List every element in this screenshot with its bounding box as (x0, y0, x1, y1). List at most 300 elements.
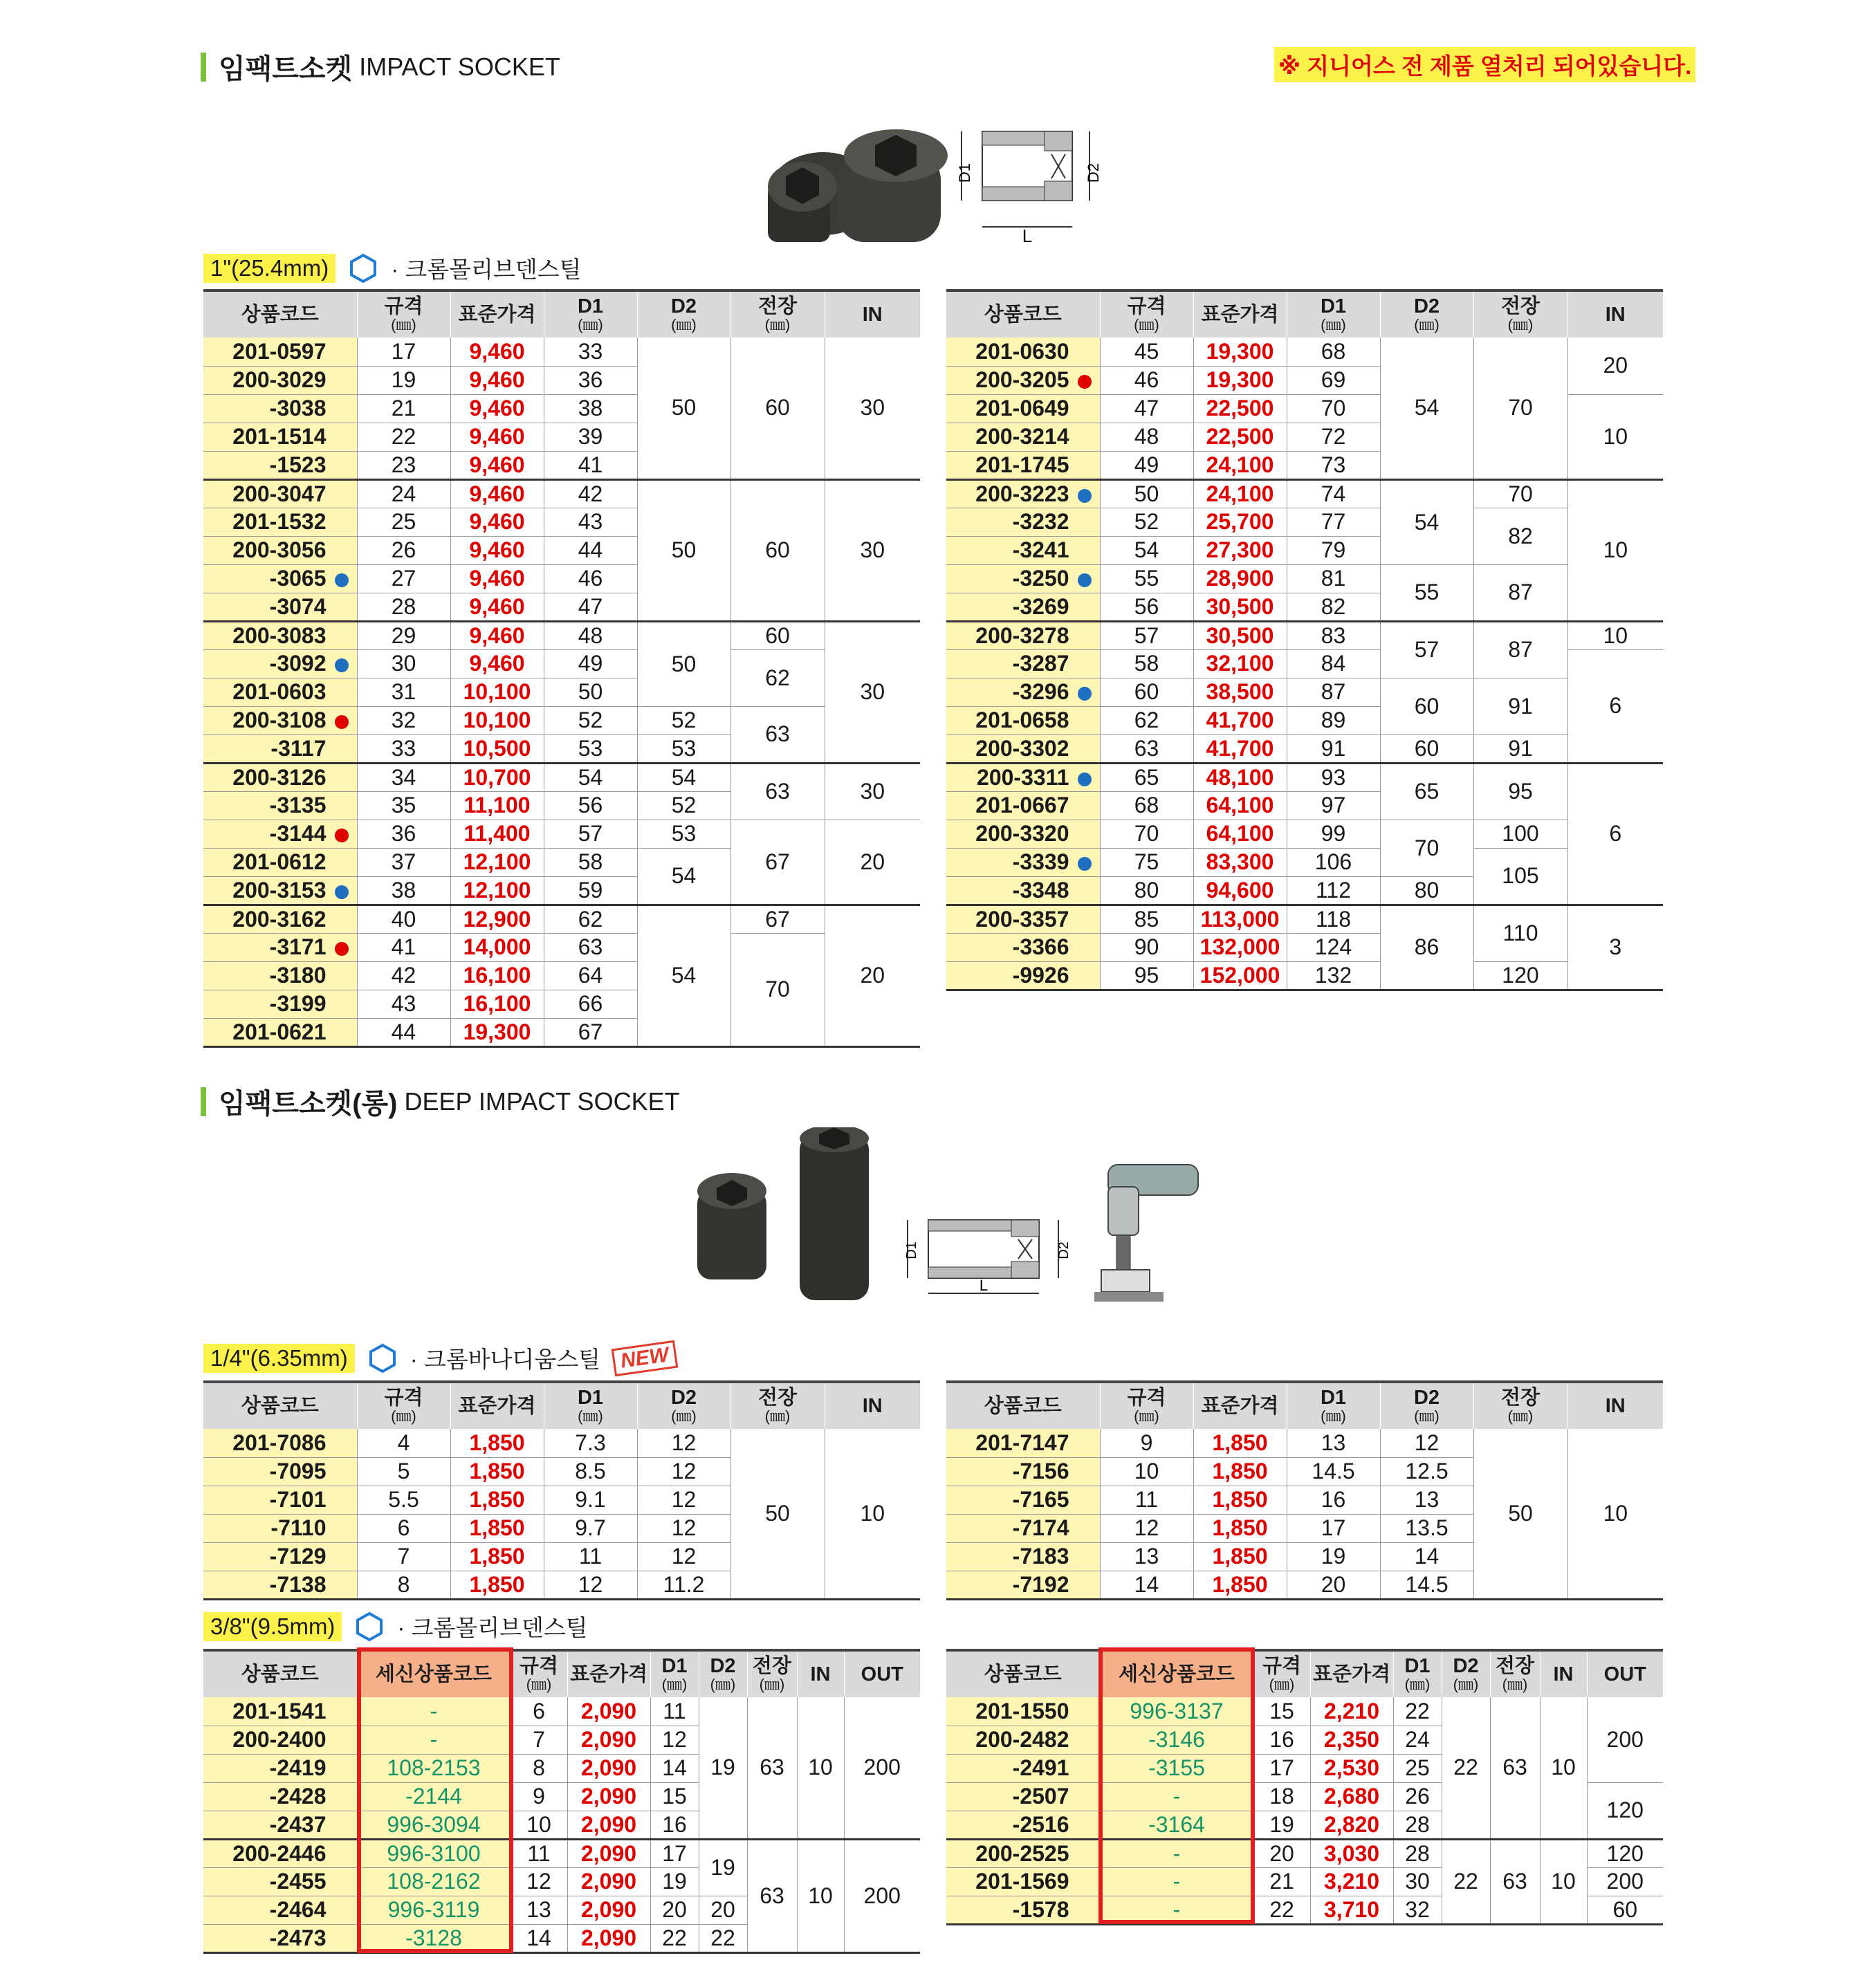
table-row (946, 621, 1663, 649)
cell-spec: 26 (357, 536, 450, 564)
cell-len: 91 (1473, 734, 1567, 763)
cell-spec: 9 (511, 1782, 567, 1811)
cell-price: 2,210 (1310, 1697, 1393, 1726)
cell-price: 12,100 (450, 876, 544, 905)
cell-sc: -3128 (357, 1924, 511, 1952)
cell-code: 201-1550 (946, 1697, 1100, 1726)
cell-code: -3250 (946, 564, 1100, 593)
cell-d2: 50 (637, 621, 730, 706)
cell-price: 16,100 (450, 961, 544, 990)
table-row (203, 706, 920, 734)
cell-d2: 80 (1380, 876, 1473, 905)
cell-price: 9,460 (450, 394, 544, 423)
cell-in: 30 (825, 479, 920, 621)
cell-d1: 93 (1287, 763, 1380, 791)
cell-d1: 66 (544, 990, 637, 1018)
cell-d1: 82 (1287, 593, 1380, 621)
cell-d1: 22 (650, 1924, 699, 1952)
header-in: IN (1567, 1382, 1663, 1429)
cell-len: 63 (747, 1839, 797, 1952)
title-ko: 임팩트소켓(롱) (219, 1089, 398, 1119)
table-row (203, 479, 920, 508)
cell-d2: 65 (1380, 763, 1473, 820)
header-d2: D2 (㎜) (637, 290, 730, 338)
cell-spec: 50 (1100, 479, 1193, 508)
cell-spec: 36 (357, 820, 450, 848)
cell-code: 201-1569 (946, 1867, 1100, 1896)
cell-out: 200 (844, 1839, 920, 1952)
impact-socket-table-left (203, 289, 920, 1048)
cell-price: 30,500 (1193, 621, 1287, 649)
cell-spec: 7 (357, 1542, 450, 1571)
cell-code: 201-0630 (946, 338, 1100, 366)
cell-len: 63 (730, 763, 825, 820)
header-d1: D1 (㎜) (1287, 290, 1380, 338)
cell-d1: 41 (544, 451, 637, 479)
cell-sc: -3155 (1100, 1754, 1253, 1782)
cell-code: -7174 (946, 1514, 1100, 1542)
cell-in: 10 (1540, 1697, 1587, 1839)
cell-code: 201-1514 (203, 423, 357, 451)
cell-spec: 17 (357, 338, 450, 366)
cell-code: -2419 (203, 1754, 357, 1782)
cell-d1: 22 (1393, 1697, 1442, 1726)
cell-price: 94,600 (1193, 876, 1287, 905)
header-len: 전장 (㎜) (747, 1650, 797, 1697)
cell-sc: - (1100, 1782, 1253, 1811)
cell-code: -7165 (946, 1486, 1100, 1514)
header-len: 전장 (㎜) (730, 290, 825, 338)
cell-price: 11,100 (450, 791, 544, 820)
cell-spec: 10 (511, 1811, 567, 1839)
table-row (946, 905, 1663, 933)
cell-code: 201-1541 (203, 1697, 357, 1726)
blue-dot-icon (1078, 489, 1092, 503)
cell-d2: 13.5 (1380, 1514, 1473, 1542)
blue-dot-icon (1078, 573, 1092, 587)
cell-price: 30,500 (1193, 593, 1287, 621)
cell-price: 113,000 (1193, 905, 1287, 933)
cell-price: 1,850 (1193, 1486, 1287, 1514)
cell-d1: 106 (1287, 848, 1380, 876)
cell-in: 10 (797, 1697, 844, 1839)
cell-code: -3232 (946, 508, 1100, 536)
cell-d1: 17 (1287, 1514, 1380, 1542)
table-row (946, 564, 1663, 593)
cell-code: 200-3108 (203, 706, 357, 734)
cell-code: 200-2400 (203, 1726, 357, 1754)
cell-d1: 42 (544, 479, 637, 508)
cell-code: -3269 (946, 593, 1100, 621)
cell-code: -2507 (946, 1782, 1100, 1811)
cell-len: 60 (730, 479, 825, 621)
cell-in: 30 (825, 763, 920, 820)
cell-code: -2491 (946, 1754, 1100, 1782)
cell-price: 1,850 (1193, 1457, 1287, 1486)
cell-d2: 57 (1380, 621, 1473, 678)
cell-d2: 22 (1442, 1839, 1490, 1924)
cell-d2: 22 (1442, 1697, 1490, 1839)
cell-in: 6 (1567, 763, 1663, 905)
table-row (946, 1697, 1663, 1726)
cell-price: 1,850 (450, 1514, 544, 1542)
cell-d1: 132 (1287, 961, 1380, 990)
cell-code: -7129 (203, 1542, 357, 1571)
header-len: 전장 (㎜) (730, 1382, 825, 1429)
cell-price: 10,500 (450, 734, 544, 763)
cell-code: 200-3302 (946, 734, 1100, 763)
cell-d1: 77 (1287, 508, 1380, 536)
cell-sc: - (1100, 1896, 1253, 1924)
cell-price: 10,100 (450, 678, 544, 706)
material-label: · 크롬몰리브덴스틸 (397, 1615, 588, 1640)
cell-d2: 12 (637, 1457, 730, 1486)
blue-dot-icon (1078, 687, 1092, 701)
cell-d2: 12 (637, 1486, 730, 1514)
cell-spec: 11 (1100, 1486, 1193, 1514)
header-d1: D1 (㎜) (1393, 1650, 1442, 1697)
cell-d2: 12 (637, 1429, 730, 1457)
cell-d1: 87 (1287, 678, 1380, 706)
cell-d2: 52 (637, 706, 730, 734)
cell-len: 67 (730, 820, 825, 905)
header-len: 전장 (㎜) (1473, 290, 1567, 338)
cell-d1: 91 (1287, 734, 1380, 763)
new-badge: NEW (611, 1340, 679, 1376)
cell-d1: 9.1 (544, 1486, 637, 1514)
cell-code: -3092 (203, 649, 357, 678)
cell-d2: 50 (637, 479, 730, 621)
cell-price: 9,460 (450, 423, 544, 451)
cell-code: -2455 (203, 1867, 357, 1896)
cell-code: 201-0667 (946, 791, 1100, 820)
cell-sc: -3146 (1100, 1726, 1253, 1754)
cell-spec: 13 (511, 1896, 567, 1924)
header-price: 표준가격 (1310, 1650, 1393, 1697)
cell-d2: 12.5 (1380, 1457, 1473, 1486)
cell-d1: 7.3 (544, 1429, 637, 1457)
table-row (946, 848, 1663, 876)
cell-d1: 33 (544, 338, 637, 366)
cell-price: 11,400 (450, 820, 544, 848)
cell-spec: 90 (1100, 933, 1193, 961)
size-row-quarter (203, 1342, 677, 1374)
table-row (946, 1429, 1663, 1457)
cell-price: 12,100 (450, 848, 544, 876)
cell-d2: 11.2 (637, 1571, 730, 1599)
cell-code: -7192 (946, 1571, 1100, 1599)
cell-d1: 84 (1287, 649, 1380, 678)
cell-spec: 10 (1100, 1457, 1193, 1486)
cell-spec: 20 (1253, 1839, 1310, 1867)
cell-len: 110 (1473, 905, 1567, 961)
cell-price: 2,090 (567, 1697, 650, 1726)
cell-len: 120 (1473, 961, 1567, 990)
cell-d2: 52 (637, 791, 730, 820)
hexagon-icon (348, 253, 378, 284)
cell-code: 201-7086 (203, 1429, 357, 1457)
cell-d1: 36 (544, 366, 637, 394)
cell-spec: 24 (357, 479, 450, 508)
cell-code: -3296 (946, 678, 1100, 706)
cell-code: -3199 (203, 990, 357, 1018)
cell-code: 200-2482 (946, 1726, 1100, 1754)
deep-socket-quarter-table-left (203, 1380, 920, 1600)
cell-code: 200-3153 (203, 876, 357, 905)
blue-dot-icon (335, 885, 349, 899)
cell-code: 200-3126 (203, 763, 357, 791)
cell-d2: 54 (637, 905, 730, 1046)
cell-price: 41,700 (1193, 734, 1287, 763)
cell-len: 50 (1473, 1429, 1567, 1599)
material-label: · 크롬몰리브덴스틸 (391, 257, 582, 282)
cell-spec: 54 (1100, 536, 1193, 564)
table-row (203, 933, 920, 961)
table-row (203, 763, 920, 791)
cell-price: 10,700 (450, 763, 544, 791)
cell-code: -3171 (203, 933, 357, 961)
cell-sc: 996-3100 (357, 1839, 511, 1867)
header-price: 표준가격 (450, 290, 544, 338)
cell-d1: 62 (544, 905, 637, 933)
cell-code: 200-3056 (203, 536, 357, 564)
cell-d1: 54 (544, 763, 637, 791)
cell-d1: 118 (1287, 905, 1380, 933)
cell-spec: 15 (1253, 1697, 1310, 1726)
cell-price: 2,090 (567, 1754, 650, 1782)
cell-price: 9,460 (450, 338, 544, 366)
cell-d2: 86 (1380, 905, 1473, 990)
cell-d1: 64 (544, 961, 637, 990)
cell-price: 83,300 (1193, 848, 1287, 876)
header-in: IN (1540, 1650, 1587, 1697)
cell-price: 22,500 (1193, 423, 1287, 451)
header-code: 상품코드 (946, 1382, 1100, 1429)
header-price: 표준가격 (450, 1382, 544, 1429)
cell-price: 1,850 (450, 1542, 544, 1571)
cell-len: 60 (730, 621, 825, 649)
cell-spec: 5.5 (357, 1486, 450, 1514)
cell-code: -7156 (946, 1457, 1100, 1486)
cell-spec: 32 (357, 706, 450, 734)
cell-d1: 9.7 (544, 1514, 637, 1542)
cell-price: 25,700 (1193, 508, 1287, 536)
cell-code: 200-3278 (946, 621, 1100, 649)
cell-code: -1523 (203, 451, 357, 479)
cell-len: 82 (1473, 508, 1567, 564)
cell-spec: 35 (357, 791, 450, 820)
table-row (203, 820, 920, 848)
cell-code: -7138 (203, 1571, 357, 1599)
cell-len: 70 (1473, 479, 1567, 508)
cell-out: 200 (844, 1697, 920, 1839)
cell-out: 60 (1587, 1896, 1663, 1924)
cell-in: 20 (825, 905, 920, 1046)
cell-len: 91 (1473, 678, 1567, 734)
socket-dimension-diagram (948, 123, 1121, 244)
cell-spec: 60 (1100, 678, 1193, 706)
material-label: · 크롬바나디움스틸 (410, 1347, 600, 1372)
cell-code: 201-0612 (203, 848, 357, 876)
cell-d1: 46 (544, 564, 637, 593)
cell-spec: 9 (1100, 1429, 1193, 1457)
cell-spec: 40 (357, 905, 450, 933)
impact-wrench-illustration (1087, 1159, 1205, 1311)
cell-price: 1,850 (1193, 1429, 1287, 1457)
cell-d1: 39 (544, 423, 637, 451)
diagram-d2-label: D2 (1056, 1241, 1072, 1259)
header-in: IN (1567, 290, 1663, 338)
cell-price: 3,710 (1310, 1896, 1393, 1924)
cell-d2: 60 (1380, 678, 1473, 734)
cell-spec: 13 (1100, 1542, 1193, 1571)
cell-spec: 14 (511, 1924, 567, 1952)
cell-d2: 12 (637, 1514, 730, 1542)
cell-sc: 996-3094 (357, 1811, 511, 1839)
cell-code: -3348 (946, 876, 1100, 905)
cell-code: -2428 (203, 1782, 357, 1811)
cell-d1: 20 (650, 1896, 699, 1924)
cell-spec: 19 (1253, 1811, 1310, 1839)
cell-spec: 5 (357, 1457, 450, 1486)
cell-len: 63 (1490, 1697, 1540, 1839)
cell-code: -3135 (203, 791, 357, 820)
cell-code: -3339 (946, 848, 1100, 876)
cell-spec: 41 (357, 933, 450, 961)
cell-d1: 124 (1287, 933, 1380, 961)
header-spec: 규격 (㎜) (1100, 290, 1193, 338)
header-price: 표준가격 (1193, 290, 1287, 338)
cell-d2: 14.5 (1380, 1571, 1473, 1599)
blue-dot-icon (335, 658, 349, 672)
table-row (946, 734, 1663, 763)
header-spec: 규격 (㎜) (1253, 1650, 1310, 1697)
cell-d1: 81 (1287, 564, 1380, 593)
cell-code: -7110 (203, 1514, 357, 1542)
cell-d1: 11 (544, 1542, 637, 1571)
cell-spec: 8 (357, 1571, 450, 1599)
cell-spec: 47 (1100, 394, 1193, 423)
cell-in: 10 (797, 1839, 844, 1952)
cell-spec: 55 (1100, 564, 1193, 593)
cell-price: 32,100 (1193, 649, 1287, 678)
cell-d1: 53 (544, 734, 637, 763)
cell-out: 200 (1587, 1867, 1663, 1896)
cell-spec: 45 (1100, 338, 1193, 366)
size-row-three-eighths (203, 1610, 588, 1643)
header-price: 표준가격 (567, 1650, 650, 1697)
cell-price: 2,090 (567, 1924, 650, 1952)
cell-code: 200-3214 (946, 423, 1100, 451)
cell-price: 3,210 (1310, 1867, 1393, 1896)
table-row (946, 1839, 1663, 1867)
cell-spec: 95 (1100, 961, 1193, 990)
cell-d1: 97 (1287, 791, 1380, 820)
cell-price: 9,460 (450, 621, 544, 649)
cell-d1: 28 (1393, 1811, 1442, 1839)
cell-d1: 13 (1287, 1429, 1380, 1457)
cell-code: 201-0603 (203, 678, 357, 706)
cell-price: 19,300 (1193, 338, 1287, 366)
cell-spec: 52 (1100, 508, 1193, 536)
cell-code: -3065 (203, 564, 357, 593)
size-label: 1"(25.4mm) (203, 254, 335, 283)
cell-in: 10 (1567, 479, 1663, 621)
header-d1: D1 (㎜) (1287, 1382, 1380, 1429)
cell-d2: 13 (1380, 1486, 1473, 1514)
cell-d1: 99 (1287, 820, 1380, 848)
cell-in: 10 (825, 1429, 920, 1599)
cell-d1: 44 (544, 536, 637, 564)
cell-spec: 48 (1100, 423, 1193, 451)
blue-dot-icon (335, 573, 349, 587)
cell-price: 2,090 (567, 1811, 650, 1839)
diagram-d1-label: D1 (956, 163, 973, 183)
cell-d1: 12 (650, 1726, 699, 1754)
header-d2: D2 (㎜) (1380, 1382, 1473, 1429)
cell-price: 19,300 (1193, 366, 1287, 394)
cell-spec: 31 (357, 678, 450, 706)
cell-len: 62 (730, 649, 825, 706)
header-d1: D1 (㎜) (650, 1650, 699, 1697)
cell-out: 200 (1587, 1697, 1663, 1782)
cell-d1: 20 (1287, 1571, 1380, 1599)
cell-spec: 62 (1100, 706, 1193, 734)
cell-d1: 32 (1393, 1896, 1442, 1924)
cell-in: 10 (1567, 394, 1663, 479)
cell-code: 201-0658 (946, 706, 1100, 734)
cell-spec: 8 (511, 1754, 567, 1782)
cell-d2: 20 (699, 1896, 747, 1924)
cell-d1: 70 (1287, 394, 1380, 423)
cell-sc: - (1100, 1867, 1253, 1896)
cell-sc: -3164 (1100, 1811, 1253, 1839)
cell-code: -2437 (203, 1811, 357, 1839)
cell-spec: 56 (1100, 593, 1193, 621)
cell-spec: 23 (357, 451, 450, 479)
deep-socket-38-table-left (203, 1649, 920, 1954)
cell-code: 200-2446 (203, 1839, 357, 1867)
cell-d2: 54 (637, 848, 730, 905)
cell-code: 201-0649 (946, 394, 1100, 423)
hexagon-icon (367, 1343, 398, 1374)
cell-d1: 47 (544, 593, 637, 621)
cell-code: -3366 (946, 933, 1100, 961)
cell-code: -7183 (946, 1542, 1100, 1571)
cell-code: -3074 (203, 593, 357, 621)
cell-sc: 996-3119 (357, 1896, 511, 1924)
deep-socket-quarter-table-right (946, 1380, 1663, 1600)
cell-in: 3 (1567, 905, 1663, 990)
cell-price: 2,680 (1310, 1782, 1393, 1811)
cell-in: 10 (1567, 1429, 1663, 1599)
cell-d2: 14 (1380, 1542, 1473, 1571)
diagram-d1-label: D1 (904, 1241, 919, 1259)
cell-spec: 42 (357, 961, 450, 990)
cell-price: 28,900 (1193, 564, 1287, 593)
cell-d1: 63 (544, 933, 637, 961)
cell-d1: 56 (544, 791, 637, 820)
cell-d1: 12 (544, 1571, 637, 1599)
cell-price: 132,000 (1193, 933, 1287, 961)
cell-d1: 14.5 (1287, 1457, 1380, 1486)
cell-d2: 54 (1380, 479, 1473, 564)
cell-d1: 52 (544, 706, 637, 734)
impact-socket-table-right (946, 289, 1663, 991)
cell-code: -1578 (946, 1896, 1100, 1924)
size-label: 3/8"(9.5mm) (203, 1612, 342, 1641)
cell-d2: 19 (699, 1697, 747, 1839)
